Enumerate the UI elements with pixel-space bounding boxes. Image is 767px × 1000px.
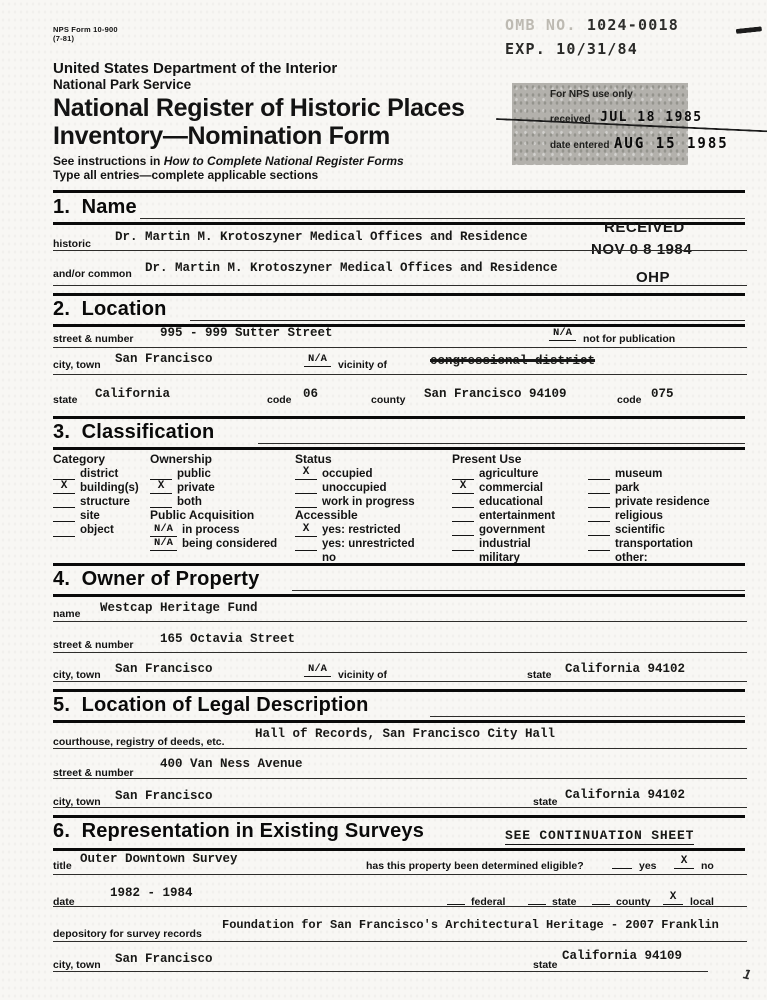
form-title-line1: National Register of Historic Places: [53, 94, 465, 122]
checkbox-label: object: [80, 524, 114, 537]
checkbox-line: [588, 481, 610, 494]
form-number: NPS Form 10-900: [53, 25, 118, 34]
checkbox-label: public: [177, 467, 211, 480]
checkbox-line: [295, 538, 317, 551]
checkbox-label: transportation: [615, 538, 693, 551]
section3-heading-line: [258, 443, 745, 444]
ownership-title: Ownership: [150, 452, 213, 467]
survey-title-value: Outer Downtown Survey: [80, 852, 238, 866]
ownership-column: [150, 452, 277, 551]
omb-label-faded: OMB NO.: [505, 16, 577, 34]
checkbox-item: [53, 480, 139, 494]
checkbox-line: [452, 495, 474, 508]
checkbox-label: government: [479, 523, 545, 536]
date-entered-label: date entered: [550, 140, 610, 151]
owner-city-row-line: [53, 681, 747, 682]
eligible-no-line: X: [674, 856, 694, 869]
section2-top-rule: [53, 293, 745, 296]
omb-stamp: [505, 16, 679, 34]
omb-expiration: EXP. 10/31/84: [505, 40, 638, 58]
city-town-label: city, town: [53, 359, 101, 371]
instructions-pre: See instructions in: [53, 154, 164, 168]
present-use-title: Present Use: [452, 452, 522, 467]
legal-city-value: San Francisco: [115, 789, 213, 803]
checkbox-item: [452, 508, 555, 522]
checkbox-label: commercial: [479, 481, 543, 494]
vicinity-na: N/A: [304, 354, 331, 367]
checkbox-label: both: [177, 495, 202, 508]
county-option-label: county: [616, 896, 651, 908]
checkbox-label: yes: restricted: [322, 524, 401, 537]
checkbox-line: [588, 523, 610, 536]
checkbox-item: [150, 537, 277, 551]
checkbox-item: [588, 522, 710, 536]
pen-mark-top-right: [736, 26, 762, 34]
courthouse-label: courthouse, registry of deeds, etc.: [53, 736, 225, 748]
instructions-line1: [53, 154, 404, 168]
owner-name-row-line: [53, 621, 747, 622]
checkbox-line: [150, 495, 172, 508]
checkbox-line: [150, 467, 172, 480]
historic-row-line: [53, 250, 747, 251]
owner-street-label: street & number: [53, 639, 134, 651]
checkbox-item: [53, 466, 139, 480]
depository-value: Foundation for San Francisco's Architectural Heritage - 2007 Franklin: [222, 918, 719, 932]
checkbox-label: district: [80, 467, 119, 480]
survey-title-label: title: [53, 860, 72, 872]
section4-heading: 4. Owner of Property: [53, 568, 260, 590]
legal-street-label: street & number: [53, 767, 134, 779]
nps-box-header: For NPS use only: [550, 89, 633, 100]
street-row-line: [53, 347, 747, 348]
checkbox-label: occupied: [322, 467, 373, 480]
present-use-column-1: [452, 466, 555, 565]
form-revision: (7-81): [53, 34, 75, 43]
owner-city-value: San Francisco: [115, 662, 213, 676]
checkbox-item: [588, 480, 710, 494]
owner-name-label: name: [53, 608, 81, 620]
survey-title-row-line: [53, 874, 747, 875]
local-option-line: X: [663, 892, 683, 905]
department-title: United States Department of the Interior: [53, 60, 338, 77]
checkbox-item: [295, 494, 415, 508]
checkbox-item: [150, 494, 277, 508]
checkbox-line: [53, 524, 75, 537]
survey-date-value: 1982 - 1984: [110, 886, 193, 900]
checkbox-item: [588, 508, 710, 522]
section3-bottom-rule: [53, 447, 745, 450]
received-stamp-date: NOV 0 8 1984: [591, 241, 693, 258]
agency-title: National Park Service: [53, 77, 192, 92]
section4-bottom-rule: [53, 594, 745, 597]
checkbox-label: museum: [615, 467, 663, 480]
checkbox-item: [53, 508, 139, 522]
courthouse-value: Hall of Records, San Francisco City Hall: [255, 727, 556, 741]
section6-heading: 6. Representation in Existing Surveys: [53, 820, 425, 842]
section6-bottom-rule: [53, 848, 745, 851]
section6-top-rule: [53, 815, 745, 818]
checkbox-label: religious: [615, 509, 663, 522]
section2-heading: 2. Location: [53, 298, 167, 320]
street-number-value: 995 - 999 Sutter Street: [160, 326, 333, 340]
section1-heading: 1. Name: [53, 196, 137, 218]
eligible-yes-label: yes: [639, 860, 657, 872]
checkbox-line: [588, 467, 610, 480]
checkbox-label: site: [80, 509, 100, 522]
section4-heading-line: [292, 590, 745, 591]
legal-street-value: 400 Van Ness Avenue: [160, 757, 303, 771]
checkbox-item: [295, 466, 415, 480]
federal-label: federal: [471, 896, 506, 908]
checkbox-item: [588, 536, 710, 550]
survey-date-row-line: [53, 906, 747, 907]
checkbox-line: [53, 467, 75, 480]
instructions-manual-title: How to Complete National Register Forms: [163, 154, 404, 168]
checkbox-label: private residence: [615, 495, 710, 508]
checkbox-line: [53, 495, 75, 508]
survey-state-label: state: [533, 959, 558, 971]
county-code-label: code: [617, 394, 642, 406]
legal-city-row-line: [53, 807, 747, 808]
legal-street-row-line: [53, 778, 747, 779]
checkbox-label: work in progress: [322, 495, 415, 508]
checkbox-label: being considered: [182, 538, 278, 551]
city-town-value: San Francisco: [115, 352, 213, 366]
vicinity-label: vicinity of: [338, 359, 388, 371]
checkbox-item: [452, 480, 555, 494]
county-option-line: [592, 892, 610, 905]
checkbox-line: X: [295, 524, 317, 537]
checkbox-line: X: [452, 481, 474, 494]
checkbox-item: [452, 494, 555, 508]
instructions-line2: Type all entries—complete applicable sections: [53, 168, 319, 182]
state-option-label: state: [552, 896, 577, 908]
survey-city-label: city, town: [53, 959, 101, 971]
checkbox-label: building(s): [80, 481, 139, 494]
checkbox-item: [588, 494, 710, 508]
state-label: state: [53, 394, 78, 406]
checkbox-line: [295, 481, 317, 494]
owner-state-label: state: [527, 669, 552, 681]
checkbox-item: [452, 466, 555, 480]
section5-heading-line: [430, 716, 745, 717]
category-title: Category: [53, 452, 106, 467]
omb-number: 1024-0018: [586, 16, 679, 34]
common-name-label: and/or common: [53, 268, 132, 280]
category-column: [53, 452, 139, 537]
checkbox-label: entertainment: [479, 509, 556, 522]
checkbox-label: other:: [615, 552, 648, 565]
historic-name-value: Dr. Martin M. Krotoszyner Medical Offices and Residence: [115, 230, 528, 244]
handwritten-page-mark: 1: [741, 967, 753, 984]
checkbox-item: [295, 480, 415, 494]
checkbox-line: X: [295, 467, 317, 480]
congressional-district-struck: congressional district: [430, 354, 596, 368]
depository-label: depository for survey records: [53, 928, 202, 940]
depository-row-line: [53, 941, 747, 942]
county-value: San Francisco 94109: [424, 387, 567, 401]
owner-street-value: 165 Octavia Street: [160, 632, 296, 646]
checkbox-line: X: [53, 481, 75, 494]
common-name-value: Dr. Martin M. Krotoszyner Medical Offices and Residence: [145, 261, 558, 275]
section5-bottom-rule: [53, 720, 745, 723]
section5-top-rule: [53, 689, 745, 692]
owner-state-value: California 94102: [565, 662, 686, 676]
state-option-line: [528, 892, 546, 905]
checkbox-line: [588, 509, 610, 522]
owner-street-row-line: [53, 652, 747, 653]
checkbox-label: educational: [479, 495, 543, 508]
not-for-publication-na: N/A: [549, 328, 576, 341]
received-date-stamp: JUL 18 1985: [600, 110, 703, 125]
survey-date-label: date: [53, 896, 75, 908]
code-value: 06: [303, 387, 319, 401]
checkbox-line: [452, 467, 474, 480]
city-row-line: [53, 374, 747, 375]
legal-state-value: California 94102: [565, 788, 686, 802]
legal-city-label: city, town: [53, 796, 101, 808]
federal-line: [447, 892, 465, 905]
section1-top-rule: [53, 190, 745, 193]
checkbox-line: [53, 509, 75, 522]
owner-vicinity-label: vicinity of: [338, 669, 388, 681]
checkbox-item: [452, 536, 555, 550]
section2-bottom-rule: [53, 324, 745, 327]
checkbox-label: agriculture: [479, 467, 539, 480]
checkbox-label: private: [177, 481, 215, 494]
owner-name-value: Westcap Heritage Fund: [100, 601, 258, 615]
checkbox-label: unoccupied: [322, 481, 387, 494]
local-option-label: local: [690, 896, 714, 908]
checkbox-item: [150, 522, 277, 536]
checkbox-line: N/A: [150, 524, 177, 537]
checkbox-label: park: [615, 481, 640, 494]
legal-state-label: state: [533, 796, 558, 808]
checkbox-item: [150, 466, 277, 480]
courthouse-row-line: [53, 748, 747, 749]
street-number-label: street & number: [53, 333, 134, 345]
common-row-line: [53, 285, 747, 286]
historic-name-label: historic: [53, 238, 91, 250]
checkbox-label: no: [322, 552, 337, 565]
checkbox-line: [452, 523, 474, 536]
checkbox-line: N/A: [150, 538, 177, 551]
not-for-publication-label: not for publication: [583, 333, 676, 345]
received-stamp-text: RECEIVED: [604, 219, 685, 236]
ohp-stamp: OHP: [636, 269, 671, 286]
form-title-line2: Inventory—Nomination Form: [53, 122, 390, 150]
checkbox-item: [295, 537, 415, 551]
checkbox-line: [452, 509, 474, 522]
checkbox-line: [295, 495, 317, 508]
survey-city-value: San Francisco: [115, 952, 213, 966]
eligible-question-label: has this property been determined eligible?: [366, 860, 584, 872]
code-label: code: [267, 394, 292, 406]
checkbox-line: [452, 538, 474, 551]
county-label: county: [371, 394, 406, 406]
checkbox-item: [295, 522, 415, 536]
eligible-yes-line: [612, 856, 632, 869]
date-entered-stamp: AUG 15 1985: [614, 135, 729, 153]
present-use-column-2: [588, 466, 710, 565]
see-continuation-sheet: SEE CONTINUATION SHEET: [505, 828, 695, 843]
checkbox-label: yes: unrestricted: [322, 538, 415, 551]
public-acquisition-title: Public Acquisition: [150, 508, 255, 523]
owner-city-label: city, town: [53, 669, 101, 681]
checkbox-line: [588, 495, 610, 508]
checkbox-item: [588, 466, 710, 480]
status-column: [295, 452, 415, 565]
checkbox-item: [53, 494, 139, 508]
state-value: California: [95, 387, 171, 401]
checkbox-item: [452, 522, 555, 536]
checkbox-label: scientific: [615, 523, 665, 536]
status-title: Status: [295, 452, 332, 467]
checkbox-label: military: [479, 552, 520, 565]
section3-heading: 3. Classification: [53, 421, 215, 443]
survey-state-value: California 94109: [562, 949, 683, 963]
owner-vicinity-na: N/A: [304, 664, 331, 677]
checkbox-item: [150, 480, 277, 494]
received-label: received: [550, 114, 591, 125]
section2-heading-line: [190, 320, 745, 321]
survey-city-row-line: [53, 971, 708, 972]
section4-top-rule: [53, 563, 745, 566]
eligible-no-label: no: [701, 860, 714, 872]
checkbox-item: [53, 522, 139, 536]
checkbox-label: industrial: [479, 538, 531, 551]
section5-heading: 5. Location of Legal Description: [53, 694, 369, 716]
checkbox-line: X: [150, 481, 172, 494]
checkbox-label: in process: [182, 524, 240, 537]
checkbox-label: structure: [80, 495, 130, 508]
accessible-title: Accessible: [295, 508, 358, 523]
section3-top-rule: [53, 416, 745, 419]
checkbox-line: [588, 538, 610, 551]
county-code-value: 075: [651, 387, 674, 401]
